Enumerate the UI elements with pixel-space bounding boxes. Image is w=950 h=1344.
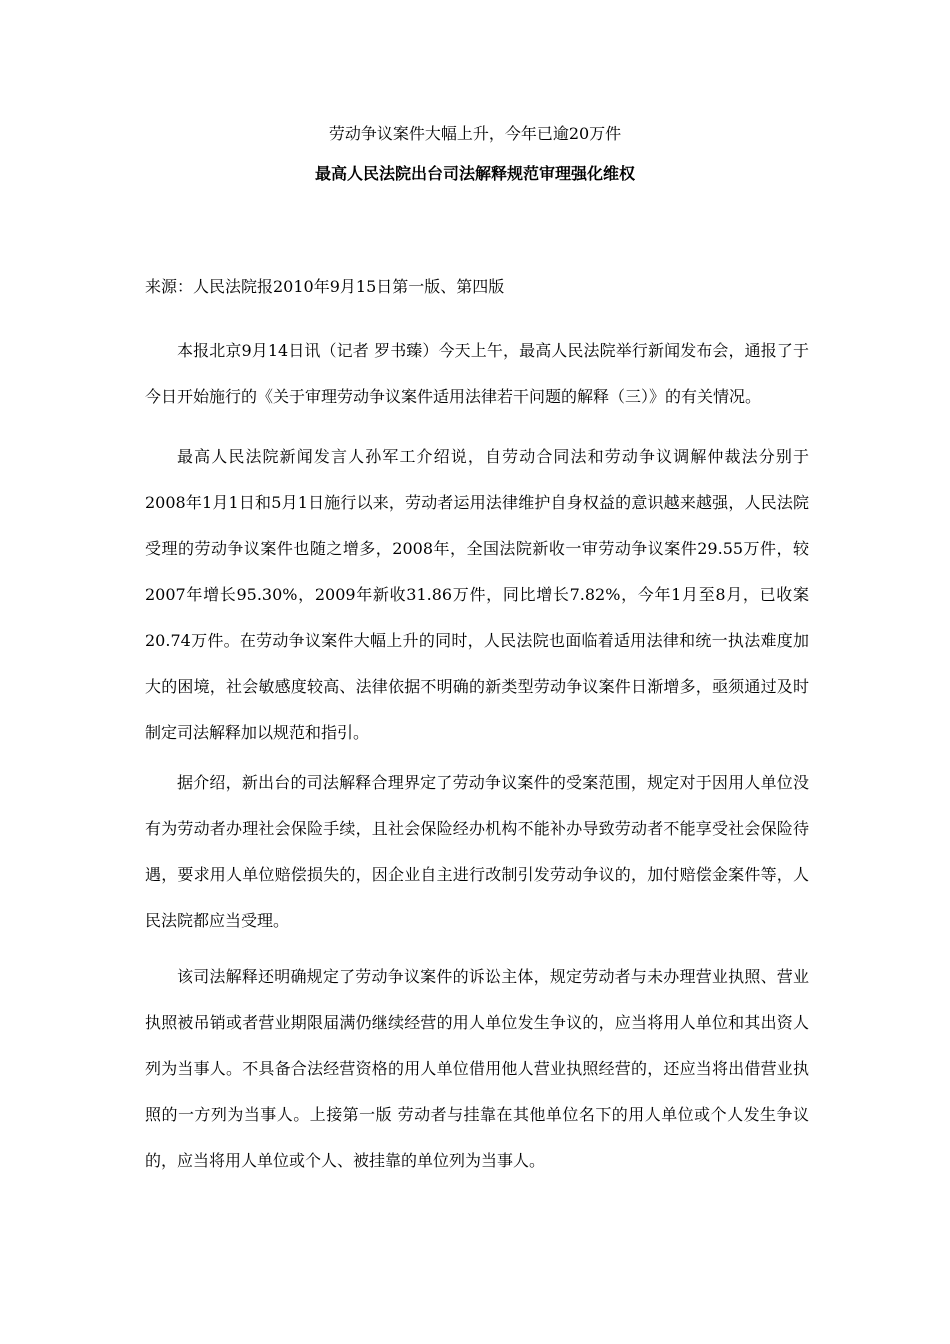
source-line: 来源：人民法院报2010年9月15日第一版、第四版 (145, 277, 505, 296)
headline: 劳动争议案件大幅上升，今年已逾20万件 (328, 124, 622, 143)
paragraph-4: 该司法解释还明确规定了劳动争议案件的诉讼主体，规定劳动者与未办理营业执照、营业执照被吊销或者营业期限届满仍继续经营的用人单位发生争议的，应当将用人单位和其出资人列为当事人。不具备合法经营资格的用人单位借用他人营业执照经营的，还应当将出借营业执照的一方列为当事人。上接第一版 劳动者与挂靠在其他单位名下的用人单位或个人发生争议的，应当将用人单位或个人、被挂靠的单位列为当事人。 (145, 967, 809, 1170)
paragraph-1: 本报北京9月14日讯（记者 罗书臻）今天上午，最高人民法院举行新闻发布会，通报了于今日开始施行的《关于审理劳动争议案件适用法律若干问题的解释（三）》的有关情况。 (145, 341, 809, 406)
paragraph-3: 据介绍，新出台的司法解释合理界定了劳动争议案件的受案范围，规定对于因用人单位没有为劳动者办理社会保险手续，且社会保险经办机构不能补办导致劳动者不能享受社会保险待遇，要求用人单位赔偿损失的，因企业自主进行改制引发劳动争议的，加付赔偿金案件等，人民法院都应当受理。 (145, 773, 809, 930)
paragraph-2: 最高人民法院新闻发言人孙军工介绍说，自劳动合同法和劳动争议调解仲裁法分别于2008年1月1日和5月1日施行以来，劳动者运用法律维护自身权益的意识越来越强，人民法院受理的劳动争议案件也随之增多，2008年，全国法院新收一审劳动争议案件29.55万件，较2007年增长95.30%，2009年新收31.86万件，同比增长7.82%，今年1月至8月，已收案20.74万件。在劳动争议案件大幅上升的同时，人民法院也面临着适用法律和统一执法难度加大的困境，社会敏感度较高、法律依据不明确的新类型劳动争议案件日渐增多，亟须通过及时制定司法解释加以规范和指引。 (145, 447, 809, 742)
subheadline: 最高人民法院出台司法解释规范审理强化维权 (314, 164, 635, 183)
